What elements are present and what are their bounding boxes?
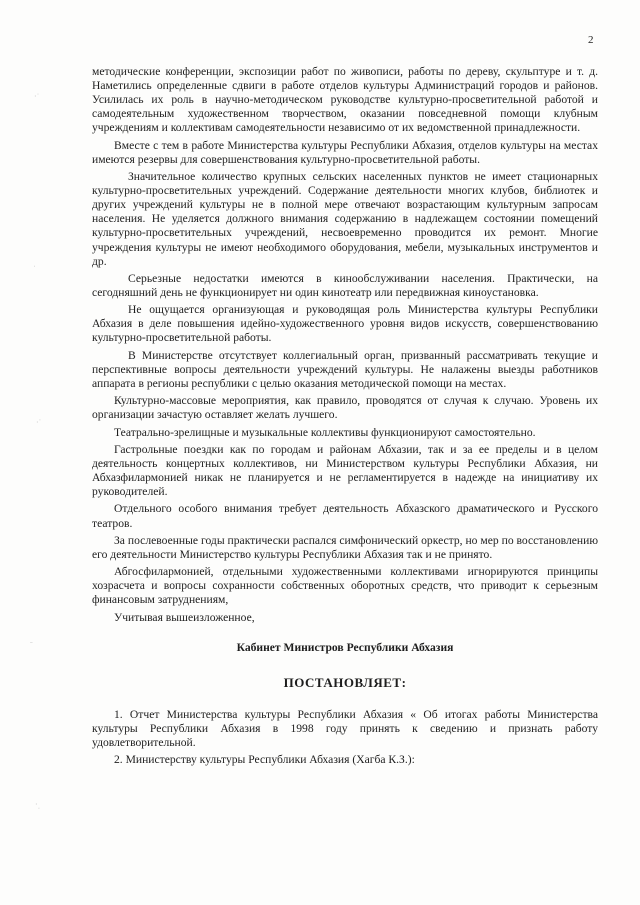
- scan-mark: ˌ: [33, 258, 36, 267]
- paragraph: Театрально-зрелищные и музыкальные коллективы функционируют самостоятельно.: [114, 425, 536, 439]
- paragraph: Гастрольные поездки как по городам и районам Абхазии, так и за ее пределы и в целом деятельность концертных коллективов, ни Министерством культуры Республики Абхазия, ни Абхазфилармонией никак не планируется и не регламентируется в надежде на инициативу их руководителей.: [92, 442, 598, 499]
- paragraph: методические конференции, экспозиции работ по живописи, работы по дереву, скульптуре и т. д. Наметились определенные сдвиги в работе отделов культуры Администраций городов и районов. Усилилась их роль в научно-методическом руководстве культурно-просветительной работой и самодеятельным художественном творчеством, оказании повседневной помощи клубным учреждениям и коллективам самодеятельности независимо от их ведомственной принадлежности.: [92, 65, 598, 135]
- paragraph: Культурно-массовые мероприятия, как правило, проводятся от случая к случаю. Уровень их организации зачастую оставляет желать лучшего.: [92, 394, 598, 422]
- paragraph: Не ощущается организующая и руководящая роль Министерства культуры Республики Абхазия в деле повышения идейно-художественного уровня видов искусств, совершенствованию культурно-просветительной работы.: [92, 303, 598, 345]
- paragraph: Серьезные недостатки имеются в кинообслуживании населения. Практически, на сегодняшний день не функционирует ни один кинотеатр или передвижная киноустановка.: [92, 271, 598, 299]
- paragraph: Абгосфилармонией, отдельными художественными коллективами игнорируются принципы хозрасчета и вопросы сохранности собственных оборотных средств, что приводит к серьезным финансовым затруднениям,: [92, 565, 598, 607]
- resolution-item: 1. Отчет Министерства культуры Республики Абхазия « Об итогах работы Министерства культуры Республики Абхазия в 1998 году принять к сведению и признать работу удовлетворительной.: [92, 707, 598, 749]
- paragraph: За послевоенные годы практически распался симфонический оркестр, но мер по восстановлению его деятельности Министерство культуры Республики Абхазия так и не принято.: [92, 533, 598, 561]
- scan-mark: ˉ: [30, 640, 33, 649]
- paragraph: Отдельного особого внимания требует деятельность Абхазского драматического и Русского театров.: [92, 502, 598, 530]
- resolution-heading: ПОСТАНОВЛЯЕТ:: [283, 674, 407, 690]
- resolution-item: 2. Министерству культуры Республики Абхазия (Хагба К.З.):: [114, 753, 415, 767]
- paragraph: Учитывая вышеизложенное,: [114, 610, 255, 624]
- cabinet-heading: Кабинет Министров Республики Абхазия: [236, 640, 454, 654]
- paragraph: Вместе с тем в работе Министерства культуры Республики Абхазия, отделов культуры на местах имеются резервы для совершенствования культурно-просветительной работы.: [92, 138, 598, 166]
- paragraph: Значительное количество крупных сельских населенных пунктов не имеет стационарных культурно-просветительных учреждений. Содержание деятельности многих клубов, библиотек и других учреждений культуры не в полной мере отвечают возрастающим культурным запросам населения. Не уделяется должного внимания содержанию в надлежащем состоянии помещений культурно-просветительных учреждений, несвоевременно проводится их ремонт. Многие учреждения культуры не имеют необходимого оборудования, мебели, музыкальных инструментов и др.: [92, 170, 598, 268]
- page-number: 2: [588, 34, 594, 46]
- document-body: [92, 65, 598, 770]
- paragraph: В Министерстве отсутствует коллегиальный орган, призванный рассматривать текущие и перспективные вопросы деятельности учреждений культуры. Не налажены выезды работников аппарата в регионы республики с целью оказания методической помощи на местах.: [92, 348, 598, 390]
- scan-mark: ·ˌ: [35, 800, 41, 809]
- scan-mark: ·˙: [34, 92, 40, 101]
- scan-mark: ·ˈ: [36, 418, 42, 427]
